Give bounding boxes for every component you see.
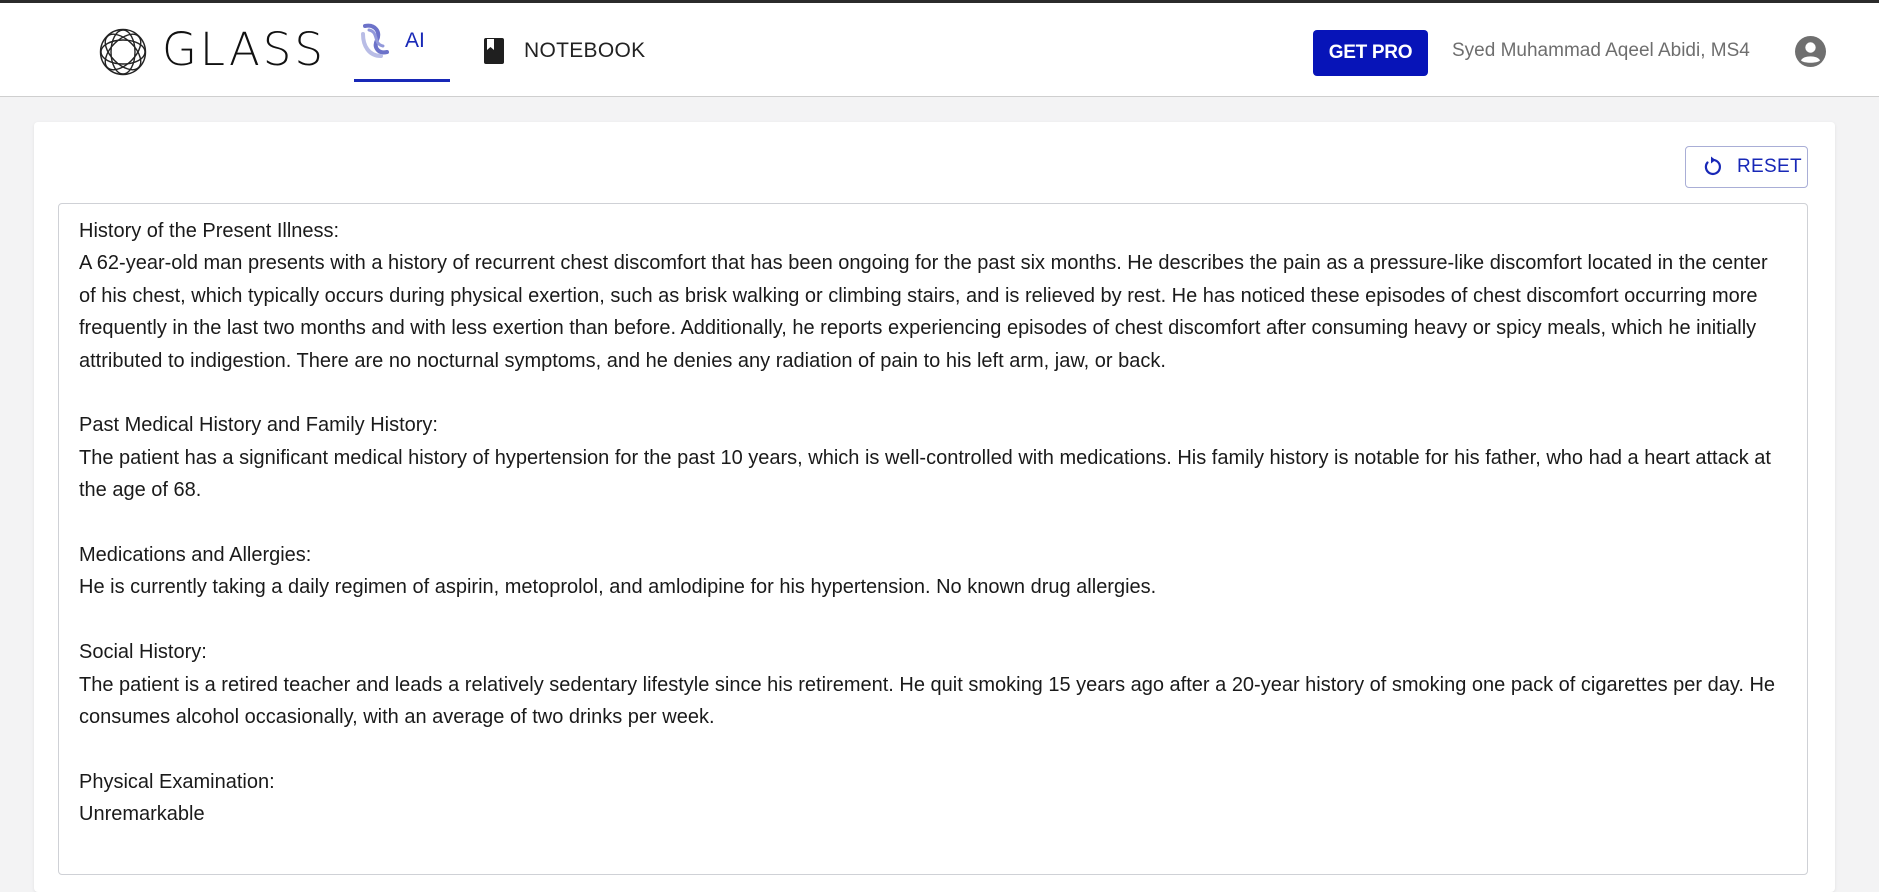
section-body: Unremarkable <box>79 803 205 826</box>
section-pmh-family <box>79 409 1787 506</box>
brand-wordmark[interactable]: GLASS <box>162 23 326 76</box>
get-pro-button[interactable]: GET PRO <box>1313 30 1428 76</box>
account-circle-icon[interactable] <box>1795 36 1826 67</box>
notes-card <box>34 122 1835 892</box>
section-body: The patient is a retired teacher and leads a relatively sedentary lifestyle since his retirement. He quit smoking 15 years ago after a 20-year history of smoking one pack of cigarettes per day. He consumes alcohol occasionally, with an average of two drinks per week. <box>79 673 1776 729</box>
notebook-icon <box>483 37 505 65</box>
section-physical-exam <box>79 766 1787 831</box>
ai-swirl-icon <box>359 22 391 60</box>
tab-notebook[interactable] <box>483 31 645 71</box>
section-heading: Medications and Allergies: <box>79 544 312 567</box>
tab-ai[interactable] <box>354 3 450 82</box>
section-body: A 62-year-old man presents with a history of recurrent chest discomfort that has been ongoing for the past six months. He describes the pain as a pressure-like discomfort located in the center of his chest, which typically occurs during physical exertion, such as brisk walking or climbing stairs, and is relieved by rest. He has noticed these episodes of chest discomfort occurring more frequently in the last two months and with less exertion than before. Additionally, he reports experiencing episodes of chest discomfort after consuming heavy or spicy meals, which he initially attributed to indigestion. There are no nocturnal symptoms, and he denies any radiation of pain to his left arm, jaw, or back. <box>79 252 1768 372</box>
top-navigation-bar <box>0 0 1879 97</box>
user-name[interactable]: Syed Muhammad Aqeel Abidi, MS4 <box>1452 40 1750 61</box>
section-heading: Past Medical History and Family History: <box>79 414 438 437</box>
section-medications-allergies <box>79 539 1787 604</box>
glass-logo-icon[interactable] <box>99 28 147 76</box>
refresh-icon <box>1701 156 1723 178</box>
section-hpi <box>79 215 1787 377</box>
clinical-notes-textarea[interactable] <box>58 203 1808 875</box>
section-heading: History of the Present Illness: <box>79 220 340 242</box>
section-body: The patient has a significant medical history of hypertension for the past 10 years, which is well-controlled with medications. His family history is notable for his father, who had a heart attack at the age of 68. <box>79 446 1771 502</box>
tab-ai-label: AI <box>405 29 425 52</box>
section-heading: Physical Examination: <box>79 770 275 793</box>
reset-button[interactable] <box>1685 146 1808 188</box>
section-body: He is currently taking a daily regimen of aspirin, metoprolol, and amlodipine for his hypertension. No known drug allergies. <box>79 576 1157 599</box>
reset-label: RESET <box>1737 156 1802 177</box>
tab-notebook-label: NOTEBOOK <box>524 39 646 62</box>
section-social-history <box>79 636 1787 733</box>
section-heading: Social History: <box>79 641 207 664</box>
